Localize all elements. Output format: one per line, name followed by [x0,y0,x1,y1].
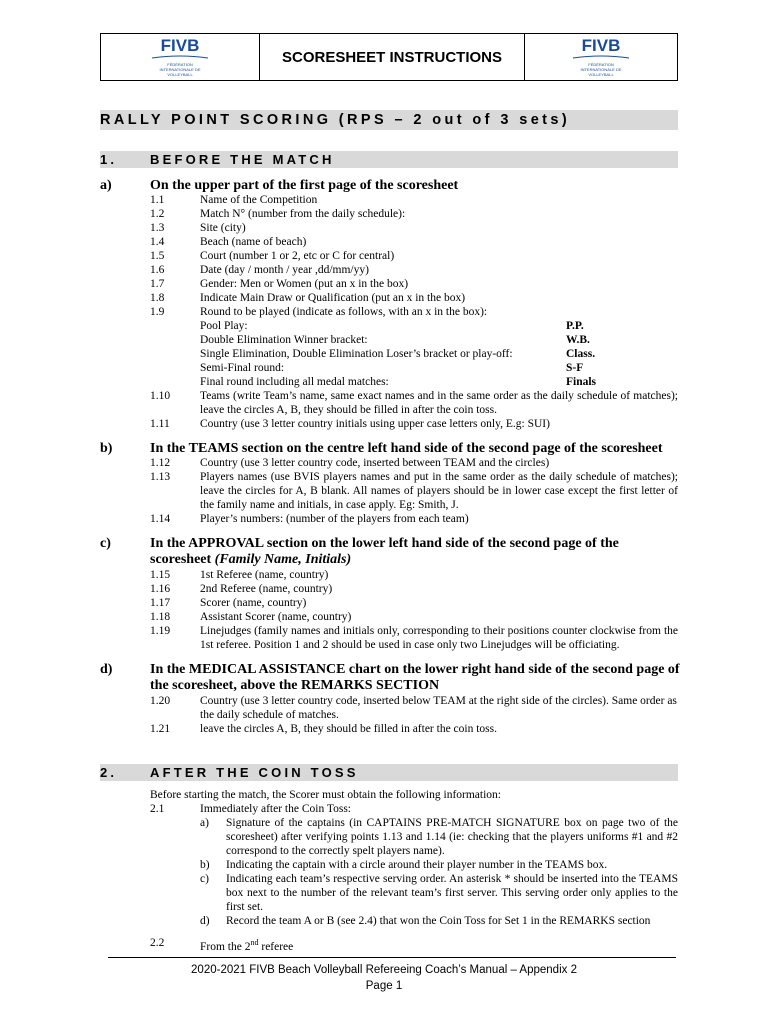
item-number: 1.12 [150,457,171,469]
item-text: Country (use 3 letter country code, inserted between TEAM and the circles) [200,457,550,469]
subsection-letter: a) [100,178,112,193]
item-number: 1.1 [150,194,165,206]
round-code: Finals [566,376,597,388]
item-number: 1.4 [150,236,165,248]
header-title: SCORESHEET INSTRUCTIONS [281,48,503,66]
item-text: 2nd Referee (name, country) [200,583,333,595]
item-text: leave the circles A, B, they should be filled in after the coin toss. [200,723,498,735]
subsection-letter: c) [100,536,111,551]
item-number: 1.16 [150,583,171,595]
item-text: Court (number 1 or 2, etc or C for central) [200,250,395,262]
logo-swoosh-icon [571,54,631,60]
section-title: BEFORE THE MATCH [150,152,335,167]
sub-item-letter: d) [200,915,210,927]
item-number: 1.13 [150,471,171,483]
round-code: W.B. [566,334,590,346]
footer-text: 2020-2021 FIVB Beach Volleyball Refereeing Coach’s Manual – Appendix 2 [191,964,577,976]
footer-divider [108,957,676,958]
logo-subtext: FÉDÉRATION INTERNATIONALE DE VOLLEYBALL [159,62,201,77]
item-text: Assistant Scorer (name, country) [200,611,352,623]
item-text: Gender: Men or Women (put an x in the box) [200,278,409,290]
subsection-title-text: In the APPROVAL section on the lower left hand side of the second page of the scoresheet [150,536,619,567]
item-text: Name of the Competition [200,194,318,206]
subsection-letter: b) [100,441,113,456]
item-number: 1.21 [150,723,171,735]
item-text: Country (use 3 letter country code, inserted below TEAM at the right side of the circles). Same order as the daily schedule of matches. [200,695,677,721]
logo-wordmark: FIVB [581,36,621,55]
item-text: Date (day / month / year ,dd/mm/yy) [200,264,369,276]
logo-swoosh-icon [150,54,210,60]
sub-item-letter: c) [200,873,209,885]
round-label: Double Elimination Winner bracket: [200,334,368,346]
item-number: 1.7 [150,278,165,290]
item-number: 1.3 [150,222,165,234]
section-number: 2. [100,765,118,780]
item-number: 1.17 [150,597,171,609]
item-text: Country (use 3 letter country initials using upper case letters only, E.g: SUI) [200,418,550,430]
item-text: Teams (write Team’s name, same exact names and in the same order as the daily schedule of matches); leave the circles A, B, they should be filled in after the coin toss. [200,390,678,416]
item-number: 1.20 [150,695,171,707]
main-title-bar [100,110,678,130]
sub-item-letter: b) [200,859,210,871]
item-text: Player’s numbers: (number of the players from each team) [200,513,469,525]
logo-subtext: FÉDÉRATION INTERNATIONALE DE VOLLEYBALL [580,62,622,77]
sub-item-text: Indicating the captain with a circle around their player number in the TEAMS box. [226,859,608,871]
round-label: Final round including all medal matches: [200,376,389,388]
subsection-title [150,536,680,568]
round-label: Semi-Final round: [200,362,285,374]
item-number: 1.10 [150,390,171,402]
subsection-title: In the MEDICAL ASSISTANCE chart on the lower right hand side of the second page of the scoresheet, above the REMARKS SECTION [150,662,680,693]
item-number: 1.6 [150,264,165,276]
round-label: Pool Play: [200,320,248,332]
round-code: Class. [566,348,596,360]
intro-paragraph: Before starting the match, the Scorer must obtain the following information: [150,789,501,801]
item-number: 1.8 [150,292,165,304]
item-text: Scorer (name, country) [200,597,307,609]
item-text-pre: From the 2 [200,940,251,953]
item-text: Match N° (number from the daily schedule): [200,208,406,220]
item-number: 1.9 [150,306,165,318]
sub-item-letter: a) [200,817,209,829]
subsection-title: In the TEAMS section on the centre left hand side of the second page of the scoresheet [150,441,663,456]
item-number: 1.11 [150,418,170,430]
main-title: RALLY POINT SCORING (RPS – 2 out of 3 sets) [100,112,571,128]
subsection-letter: d) [100,662,113,677]
item-number: 1.15 [150,569,171,581]
item-number: 1.5 [150,250,165,262]
item-text [200,936,678,954]
subsection-title-emphasis: (Family Name, Initials) [214,552,352,567]
section-1-bar [100,151,678,168]
item-number: 1.18 [150,611,171,623]
round-code: P.P. [566,320,584,332]
round-label: Single Elimination, Double Elimination Loser’s bracket or play-off: [200,348,513,360]
item-text: Linejudges (family names and initials only, corresponding to their positions counter clockwise from the 1st referee. Position 1 and 2 should be used in case only two Linejudges will be officiating. [200,625,678,651]
item-text: Indicate Main Draw or Qualification (put an x in the box) [200,292,466,304]
subsection-title: On the upper part of the first page of the scoresheet [150,178,459,193]
section-2-bar [100,764,678,781]
item-text: 1st Referee (name, country) [200,569,329,581]
fivb-logo-right [524,34,677,80]
item-text: Immediately after the Coin Toss: [200,803,352,815]
sub-item-text: Record the team A or B (see 2.4) that won the Coin Toss for Set 1 in the REMARKS section [226,915,651,927]
item-number: 1.19 [150,625,171,637]
item-text-post: referee [258,940,294,953]
page-header [100,33,678,81]
round-code: S-F [566,362,584,374]
item-text: Players names (use BVIS players names and put in the same order as the daily schedule of matches); leave the circles for A, B blank. All names of players should be in lower case except the first letter of the family name and initials, in case apply. Eg: Smith, J. [200,471,678,511]
item-text: Site (city) [200,222,246,234]
item-number: 1.2 [150,208,165,220]
item-text: Beach (name of beach) [200,236,307,248]
section-number: 1. [100,152,118,167]
item-number: 2.1 [150,803,165,815]
logo-wordmark: FIVB [160,36,200,55]
item-number: 2.2 [150,937,165,949]
item-text-sup: nd [250,938,259,947]
section-title: AFTER THE COIN TOSS [150,765,359,780]
item-number: 1.14 [150,513,171,525]
fivb-logo-left [101,34,260,80]
sub-item-text: Indicating each team’s respective serving order. An asterisk * should be inserted into the TEAMS box next to the number of the relevant team’s first server. This serving order only applies to the first set. [226,873,678,913]
page-number: Page 1 [365,980,403,992]
item-text: Round to be played (indicate as follows, with an x in the box): [200,306,488,318]
sub-item-text: Signature of the captains (in CAPTAINS PRE-MATCH SIGNATURE box on page two of the scoresheet) after verifying points 1.13 and 1.14 (ie: checking that the players uniforms #1 and #2 correspond to the correctly spelt players name). [226,817,678,857]
